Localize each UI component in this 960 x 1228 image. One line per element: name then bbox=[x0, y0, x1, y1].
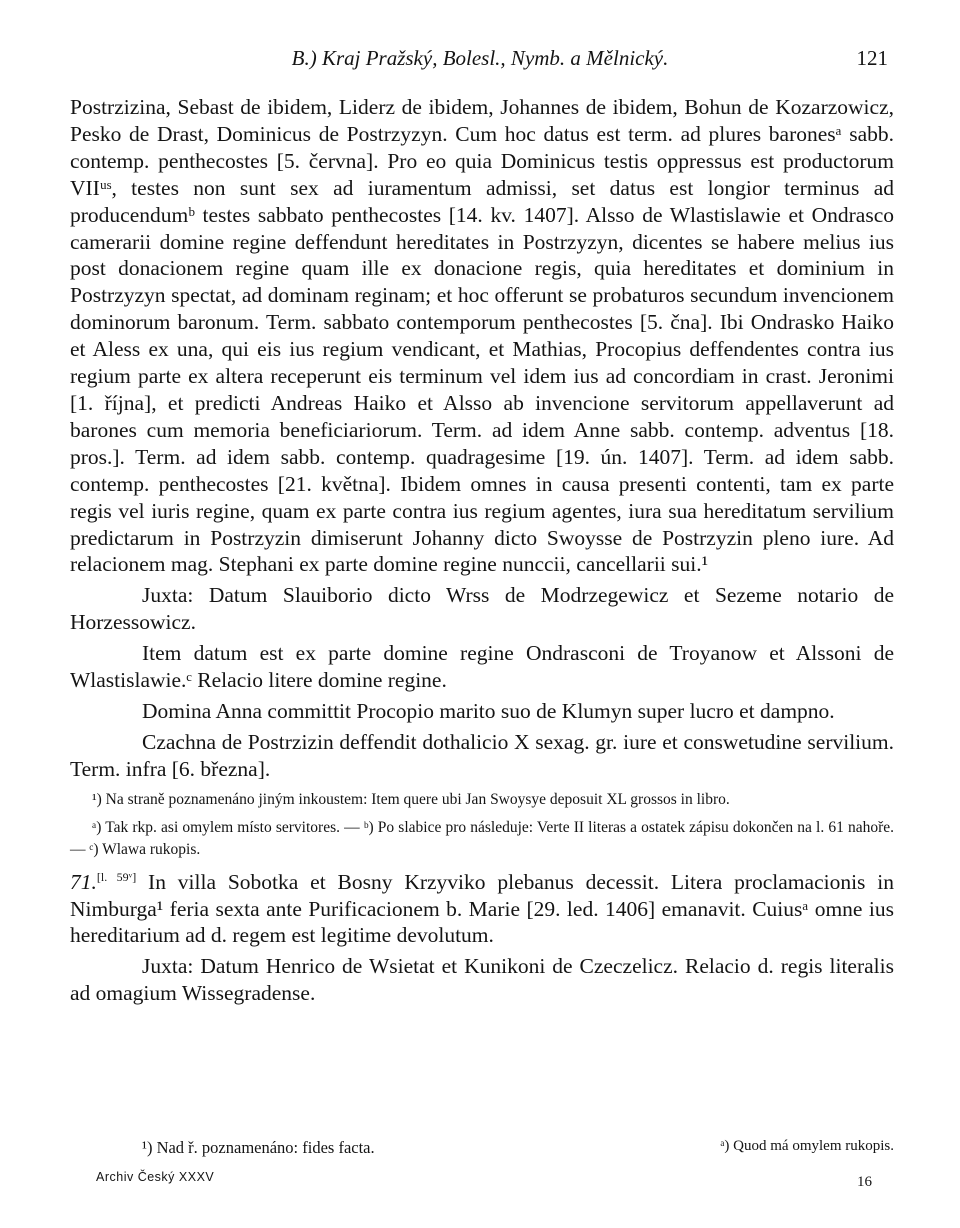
footnote-1: ¹) Na straně poznamenáno jiným inkoustem: Item quere ubi Jan Swoysye deposuit XL grossos in libro. bbox=[92, 790, 730, 808]
paragraph-juxta-1: Juxta: Datum Slauiborio dicto Wrss de Modrzegewicz et Sezeme notario de Horzessowicz. bbox=[70, 583, 894, 635]
sheet-number: 16 bbox=[857, 1174, 872, 1190]
page-number: 121 bbox=[856, 46, 888, 70]
footnotes-block bbox=[70, 789, 894, 861]
bottom-footnote-right: ᵃ) Quod má omylem rukopis. bbox=[720, 1138, 894, 1154]
entry-71 bbox=[70, 869, 894, 950]
bottom-footnote-left: ¹) Nad ř. poznamenáno: fides facta. bbox=[142, 1138, 375, 1157]
paragraph-item-datum: Item datum est ex parte domine regine Ondrasconi de Troyanow et Alssoni de Wlastislawie.ᶜ Relacio litere domine regine. bbox=[70, 641, 894, 693]
main-text bbox=[70, 94, 894, 1007]
folio-reference: [l. 59ᵛ] bbox=[96, 869, 137, 884]
paragraph-postrzizina: Postrzizina, Sebast de ibidem, Liderz de ibidem, Johannes de ibidem, Bohun de Kozarzowicz, Pesko de Drast, Dominicus de Postrzyzyn. Cum hoc datus est term. ad plures baronesᵃ sabb. contemp. penthecostes [5. června]. Pro eo quia Dominicus testis oppressus est productorum VIIᵘˢ, testes non sunt sex ad iuramentum admissi, set datus est longior terminus ad producendumᵇ testes sabbato penthecostes [14. kv. 1407]. Alsso de Wlastislawie et Ondrasco camerarii domine regine deffendunt hereditates in Postrzyzyn, dicentes se habere melius ius post donacionem regine quam ille ex donacione regis, quia hereditates et dominium in Postrzyzyn spectat, ad dominam reginam; et hoc offerunt se probaturos secundum invencionem dominorum baronum. Term. sabbato contemporum penthecostes [5. čna]. Ibi Ondrasko Haiko et Aless ex una, qui eis ius regium vendicant, et Mathias, Procopius deffendentes contra ius regium parte ex altera receperunt eis terminum vel idem ius ad concordiam in crast. Jeronimi [1. října], et predicti Andreas Haiko et Alsso ab invencione servitorum appellaverunt ad barones cum memoria beneficiariorum. Term. ad idem Anne sabb. contemp. adventus [18. pros.]. Term. ad idem sabb. contemp. quadragesime [19. ún. 1407]. Term. ad idem sabb. contemp. penthecostes [21. května]. Ibidem omnes in causa presenti contenti, tam ex parte regis vel iuris regine, quam ex parte contra ius regium agentes, iura sua hereditatum servilium predictarum in Postrzyzin dimiserunt Johanny dicto Swoysse de Postrzyzin pleno iure. Ad relacionem mag. Stephani ex parte domine regine nunccii, cancellarii sui.¹ bbox=[70, 95, 894, 577]
entry-number: 71. bbox=[70, 869, 97, 894]
paragraph-juxta-2: Juxta: Datum Henrico de Wsietat et Kunikoni de Czeczelicz. Relacio d. regis literalis ad omagium Wissegradense. bbox=[70, 954, 894, 1006]
entry-71-text: In villa Sobotka et Bosny Krzyviko plebanus decessit. Litera proclamacionis in Nimburga¹ feria sexta ante Purificacionem b. Marie [29. led. 1406] emanavit. Cuiusᵃ omne ius hereditarium ad d. regem est legitime devolutum. bbox=[70, 869, 894, 948]
imprint-signature: Archiv Český XXXV bbox=[96, 1170, 215, 1184]
paragraph-domina-anna: Domina Anna committit Procopio marito suo de Klumyn super lucro et dampno. bbox=[142, 698, 835, 723]
paragraph-czachna: Czachna de Postrzizin deffendit dothalicio X sexag. gr. iure et conswetudine servilium. Term. infra [6. března]. bbox=[70, 729, 894, 781]
running-title: B.) Kraj Pražský, Bolesl., Nymb. a Mělnický. bbox=[291, 46, 669, 70]
footnote-abc: ᵃ) Tak rkp. asi omylem místo servitores. — ᵇ) Po slabice pro následuje: Verte II literas a ostatek zápisu dokončen na l. 61 nahoře. — ᶜ) Wlawa rukopis. bbox=[70, 818, 894, 858]
running-header bbox=[0, 46, 960, 76]
